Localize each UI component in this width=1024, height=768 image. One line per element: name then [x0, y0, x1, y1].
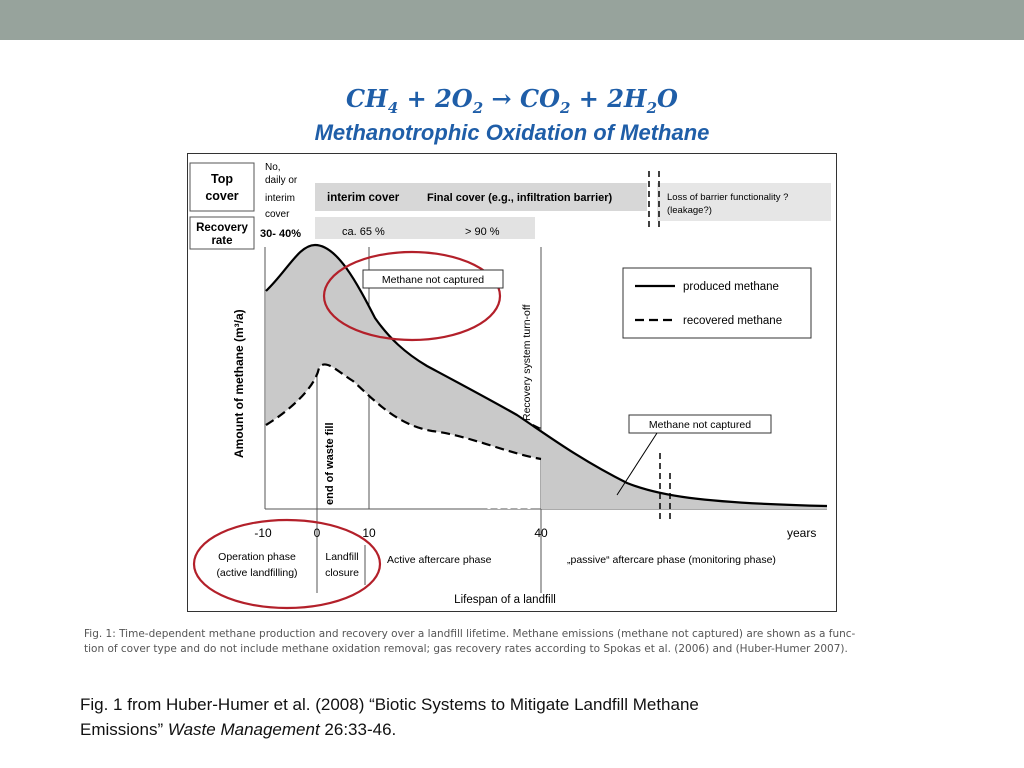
top-bar	[0, 0, 1024, 40]
top-cover-label-2: cover	[205, 189, 239, 203]
source-citation: Fig. 1 from Huber-Humer et al. (2008) “Biotic Systems to Mitigate Landfill Methane Emissions” Waste Management 26:33-46.	[80, 695, 699, 739]
recovery-system-turnoff: Recovery system turn-off	[521, 304, 533, 421]
phase-operation-2: (active landfilling)	[216, 567, 298, 579]
lifespan-label: Lifespan of a landfill	[454, 594, 556, 606]
no-cover-3: interim	[265, 193, 296, 204]
legend-recovered: recovered methane	[683, 315, 783, 327]
recovery-rate-label-2: rate	[211, 235, 233, 247]
x-tick-10: 10	[362, 526, 376, 540]
phase-operation-1: Operation phase	[218, 551, 296, 563]
recovery-rate-label-1: Recovery	[196, 222, 248, 234]
phase-closure-1: Landfill	[325, 551, 359, 563]
top-cover-box	[190, 163, 254, 211]
caption-line-1: Fig. 1: Time-dependent methane production and recovery over a landfill lifetime. Methane emissions (methane not captured) are shown as a func-	[84, 628, 856, 640]
loss-barrier-1: Loss of barrier functionality ?	[667, 192, 789, 203]
legend-produced: produced methane	[683, 281, 779, 293]
phase-active: Active aftercare phase	[387, 554, 492, 566]
caption-line-2: tion of cover type and do not include methane oxidation removal; gas recovery rates according to Spokas et al. (2006) and (Huber-Humer 2007).	[84, 643, 848, 655]
y-axis-label: Amount of methane (m³/a)	[232, 309, 246, 458]
final-cover-label: Final cover (e.g., infiltration barrier)	[427, 192, 613, 204]
slide-subtitle: Methanotrophic Oxidation of Methane	[314, 120, 710, 145]
no-cover-4: cover	[265, 209, 290, 220]
rate-1: 30- 40%	[260, 228, 301, 240]
x-tick-40: 40	[534, 526, 548, 540]
x-tick-0: 0	[313, 526, 321, 540]
phase-closure-2: closure	[325, 567, 359, 579]
x-tick-neg10: -10	[254, 526, 272, 540]
phase-passive: „passive“ aftercare phase (monitoring phase)	[567, 554, 776, 566]
top-cover-label-1: Top	[211, 172, 233, 186]
no-cover-2: daily or	[265, 175, 298, 186]
legend-box	[623, 268, 811, 338]
landfill-methane-figure	[187, 153, 837, 613]
end-of-waste-fill: end of waste fill	[324, 422, 336, 505]
no-cover-1: No,	[265, 162, 281, 173]
figure-caption	[84, 627, 954, 657]
rate-2: ca. 65 %	[342, 226, 385, 238]
methane-not-captured-2: Methane not captured	[648, 419, 752, 431]
interim-cover-label: interim cover	[327, 192, 400, 204]
methane-not-captured-1: Methane not captured	[381, 274, 485, 286]
chemical-equation: $CH_4 + 2O_2 \to CO_2 + 2H_2O$	[346, 84, 678, 117]
loss-barrier-2: (leakage?)	[667, 205, 712, 216]
rate-3: > 90 %	[465, 226, 500, 238]
x-unit: years	[787, 526, 817, 540]
